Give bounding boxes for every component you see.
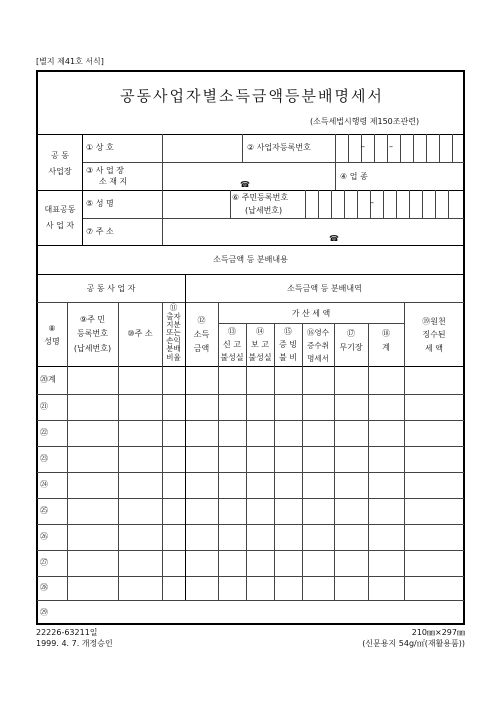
phone-icon: ☎ (329, 234, 339, 243)
joint-operators-header: 공 동 사 업 자 (86, 284, 136, 293)
col-no-books-header: 무기장 (339, 343, 363, 352)
col-no-books-number: ⑰ (347, 329, 355, 338)
col-registration-header: ⑨주 민 (79, 315, 106, 324)
col-name-number: ⑧ (48, 324, 56, 333)
row-label: ㉑ (40, 402, 48, 411)
col-receipt-header-2: 증수취 (307, 341, 329, 350)
col-report-header-2: 불성실 (220, 353, 244, 362)
trade-name-label: ① 상 호 (86, 143, 114, 152)
representative-section-label: 대표공동 (44, 205, 76, 214)
resident-number-label: ⑥ 주민등록번호 (232, 193, 289, 202)
col-ratio-header-5: 분배 (166, 344, 181, 353)
col-sum-header: 계 (382, 343, 390, 352)
row-label: ㉔ (40, 480, 48, 489)
income-section-title: 소득금액 등 분배내용 (213, 255, 288, 264)
registration-number-label: ② 사업자등록번호 (247, 143, 311, 152)
col-receipt-header: ⑯영수 (307, 328, 329, 337)
col-statement-header: 보 고 (251, 340, 269, 349)
col-registration-header-2: 등록번호 (77, 329, 108, 338)
representative-name-label: ⑤ 성 명 (86, 199, 114, 208)
col-registration-header-3: (납세번호) (73, 344, 112, 353)
col-ratio-number: ⑪ (169, 303, 178, 312)
col-ratio-header-3: 또는 (166, 328, 181, 337)
industry-label: ④ 업 종 (340, 172, 368, 181)
row-label: ㉙ (40, 608, 48, 617)
col-report-number: ⑬ (228, 327, 236, 336)
row-label: ㉗ (40, 558, 48, 567)
phone-icon: ☎ (240, 180, 250, 189)
legal-basis: (소득세법시행령 제150조관련) (310, 117, 420, 126)
business-section-label-2: 사업장 (48, 167, 72, 176)
row-label: ㉕ (40, 506, 48, 515)
col-report-header: 신 고 (223, 340, 241, 349)
total-row-label: ⑳계 (40, 375, 56, 384)
col-withheld-header-2: 징수된 (422, 330, 446, 339)
row-label: ㉒ (40, 428, 48, 437)
form-number-label: [별지 제41호 서식] (36, 57, 104, 66)
col-ratio-header-6: 비율 (166, 353, 181, 362)
col-evidence-number: ⑮ (284, 327, 292, 336)
location-label-2: 소 재 지 (99, 177, 128, 186)
address-label: ⑦ 주 소 (86, 227, 114, 236)
col-ratio-header-2: 지분 (166, 320, 181, 329)
paper-type: (신문용지 54g/㎡(재활용품)) (362, 639, 465, 648)
form-code: 22226-63211일 (36, 628, 98, 637)
row-label: ㉘ (40, 583, 48, 592)
row-label: ㉖ (40, 532, 48, 541)
col-evidence-header: 증 빙 (279, 340, 297, 349)
location-label: ③ 사 업 장 (86, 166, 124, 175)
approval-date: 1999. 4. 7. 개정승인 (36, 639, 113, 648)
distribution-header: 소득금액 등 분배내역 (287, 284, 362, 293)
col-withheld-header-3: 세 액 (425, 344, 443, 353)
col-income-header: 소득 (193, 330, 210, 339)
col-sum-number: ⑱ (382, 329, 390, 338)
col-withheld-header: ⑲원천 (422, 317, 446, 326)
tax-number-label: (납세번호) (245, 206, 283, 215)
registration-dash-2: – (389, 142, 393, 151)
col-name-header: 성명 (44, 337, 60, 346)
registration-dash-1: – (361, 142, 365, 151)
resident-number-dash: – (370, 198, 374, 207)
col-evidence-header-2: 불 비 (279, 353, 297, 362)
additional-tax-header: 가 산 세 액 (291, 309, 331, 318)
col-ratio-header-1: 출자 (166, 312, 181, 321)
col-income-number: ⑫ (197, 316, 206, 325)
col-address-header: ⑩주 소 (127, 329, 153, 338)
representative-section-label-2: 사 업 자 (45, 221, 75, 230)
col-statement-number: ⑭ (256, 327, 264, 336)
form-title: 공동사업자별소득금액등분배명세서 (120, 87, 384, 105)
row-label: ㉓ (40, 454, 48, 463)
col-receipt-header-3: 명세서 (307, 354, 329, 363)
col-statement-header-2: 불성실 (248, 353, 272, 362)
paper-size: 210㎜×297㎜ (411, 628, 465, 637)
business-section-label: 공 동 (51, 151, 69, 160)
col-ratio-header-4: 손익 (166, 336, 181, 345)
col-income-header-2: 금액 (193, 344, 210, 353)
